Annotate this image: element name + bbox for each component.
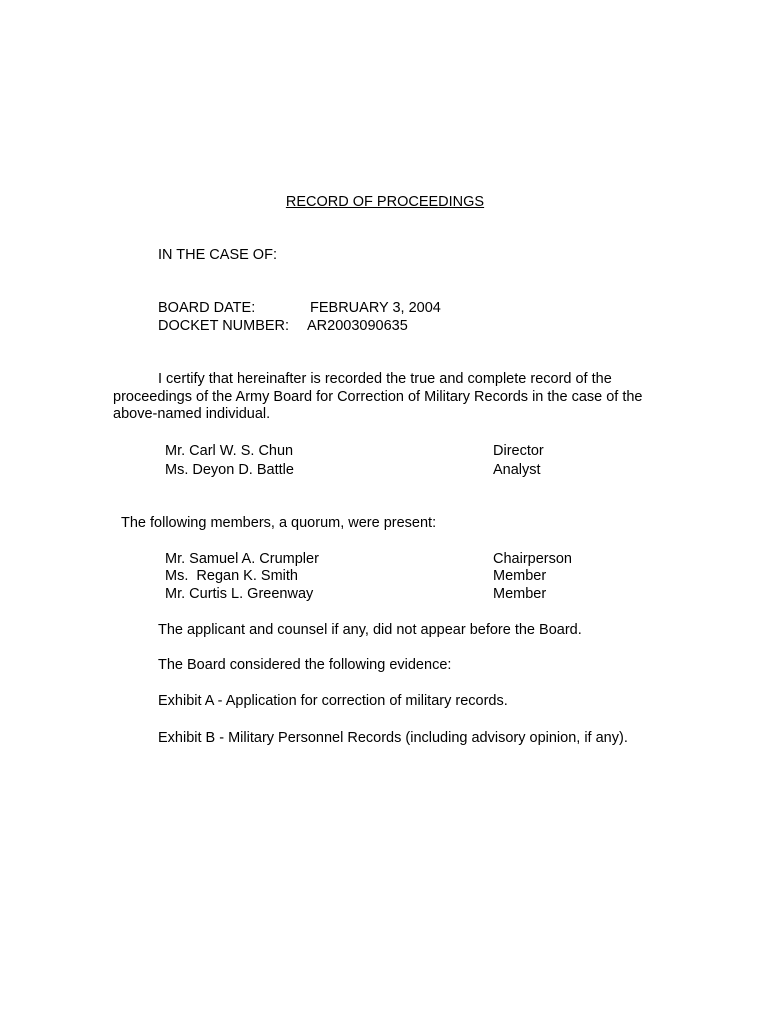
member-role: Chairperson bbox=[493, 551, 572, 567]
member-role: Member bbox=[493, 568, 547, 584]
board-date-label: BOARD DATE: bbox=[158, 300, 256, 316]
document-title: RECORD OF PROCEEDINGS bbox=[285, 194, 485, 210]
docket-number-value: AR2003090635 bbox=[307, 318, 408, 334]
quorum-statement: The following members, a quorum, were present: bbox=[121, 515, 437, 531]
staff-name: Ms. Deyon D. Battle bbox=[165, 462, 294, 478]
case-label: IN THE CASE OF: bbox=[158, 247, 277, 263]
exhibit-item: Exhibit B - Military Personnel Records (including advisory opinion, if any). bbox=[158, 730, 628, 746]
docket-number-label: DOCKET NUMBER: bbox=[158, 318, 290, 334]
appearance-statement: The applicant and counsel if any, did not appear before the Board. bbox=[158, 622, 582, 638]
exhibit-item: Exhibit A - Application for correction of military records. bbox=[158, 693, 508, 709]
staff-role: Analyst bbox=[493, 462, 541, 478]
member-name: Mr. Curtis L. Greenway bbox=[165, 586, 314, 602]
staff-name: Mr. Carl W. S. Chun bbox=[165, 443, 294, 459]
board-date-value: FEBRUARY 3, 2004 bbox=[310, 300, 441, 316]
certification-paragraph: I certify that hereinafter is recorded the true and complete record of the proceedings of the Army Board for Correction of Military Records in the case of the above-named individual. bbox=[113, 371, 643, 423]
member-role: Member bbox=[493, 586, 547, 602]
evidence-intro: The Board considered the following evidence: bbox=[158, 657, 452, 673]
staff-role: Director bbox=[493, 443, 544, 459]
member-name: Ms. Regan K. Smith bbox=[165, 568, 298, 584]
member-name: Mr. Samuel A. Crumpler bbox=[165, 551, 319, 567]
